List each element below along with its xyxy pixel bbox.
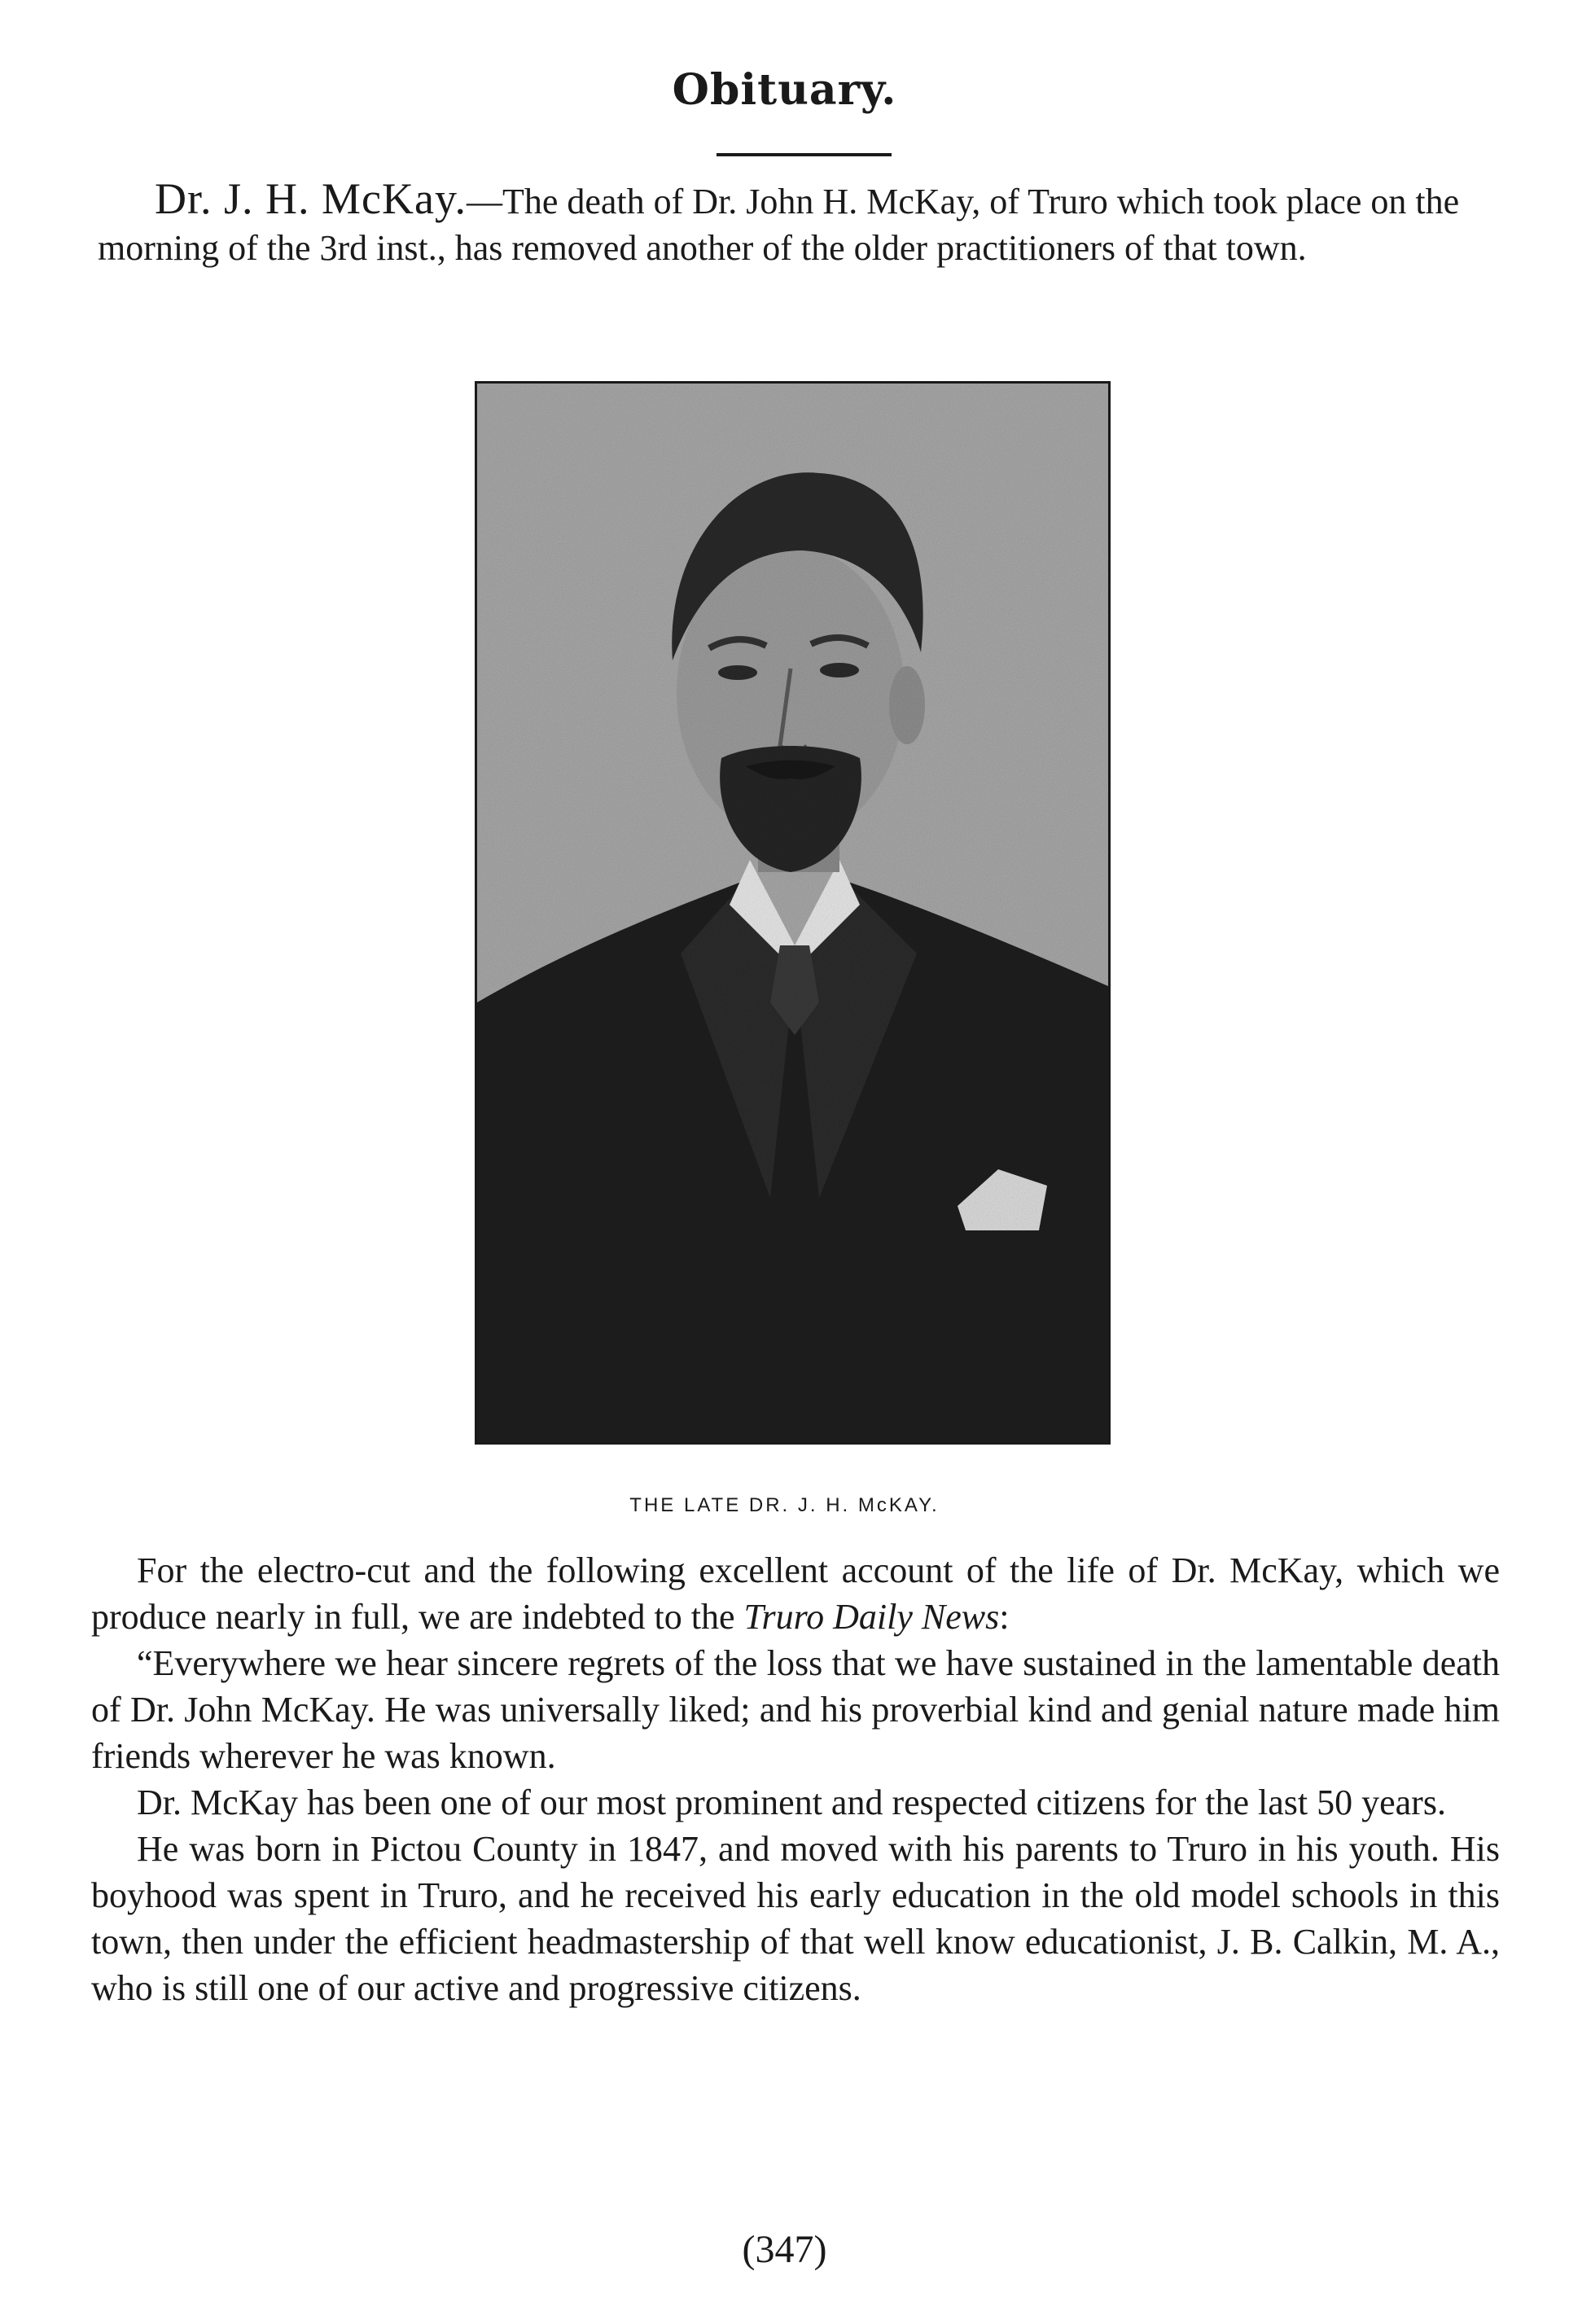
heading-rule: [717, 153, 892, 156]
intro-paragraph: [98, 176, 1498, 271]
paragraph-2: “Everywhere we hear sincere regrets of the loss that we have sustained in the lamentable death of Dr. John McKay. He was universally liked; and his proverbial kind and genial nature made him friends wherever he was known.: [91, 1643, 1500, 1776]
paragraph-4: He was born in Pictou County in 1847, and moved with his parents to Truro in his youth. His boyhood was spent in Truro, and he received his early education in the old model schools in this town, then under the efficient headmastership of that well know educationist, J. B. Calkin, M. A., who is still one of our active and progressive citizens.: [91, 1829, 1500, 2008]
portrait-photo: [475, 381, 1111, 1445]
paragraph-3: Dr. McKay has been one of our most prominent and respected citizens for the last 50 years.: [137, 1782, 1446, 1822]
page-number: (347): [742, 2228, 827, 2271]
intro-text: —The death of Dr. John H. McKay, of Truro which took place on the morning of the 3rd inst., has removed another of the older practitioners of that town.: [98, 182, 1460, 268]
photo-caption: THE LATE DR. J. H. McKAY.: [629, 1494, 940, 1516]
portrait-illustration: [477, 384, 1108, 1442]
intro-name: Dr. J. H. McKay.: [155, 174, 467, 223]
article-body: [91, 1547, 1500, 2011]
paragraph-1: For the electro-cut and the following excellent account of the life of Dr. McKay, which we produce nearly in full, we are indebted to the Truro Daily News:: [91, 1550, 1500, 1637]
obituary-heading: Obituary.: [672, 65, 897, 115]
newspaper-title: Truro Daily News: [743, 1597, 1000, 1637]
